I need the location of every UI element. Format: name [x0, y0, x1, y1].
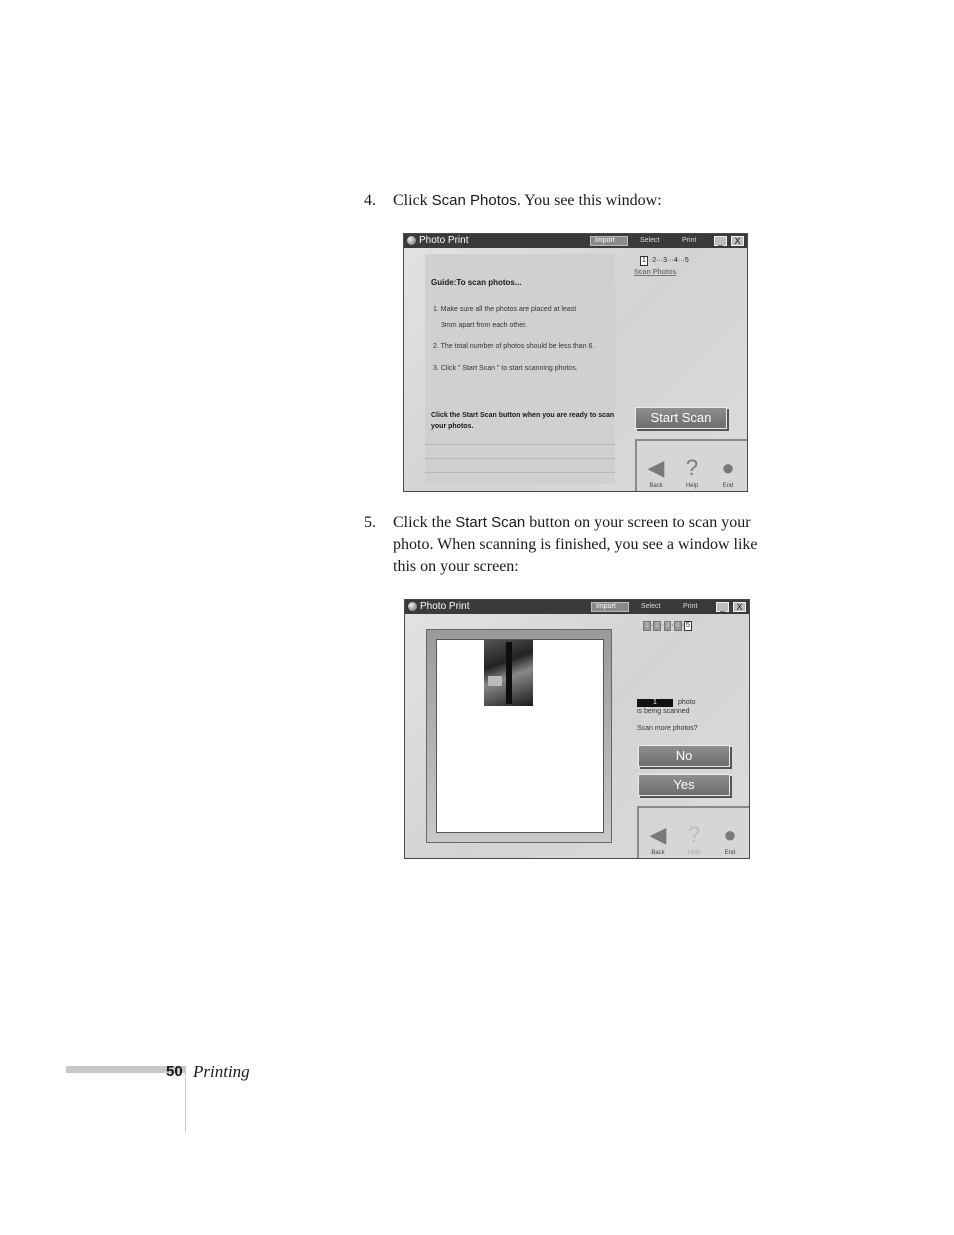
- scan-status: is being scanned: [637, 708, 690, 715]
- guide-panel: [425, 254, 615, 484]
- step-box-current: 5: [686, 622, 690, 629]
- help-question-icon: ?: [687, 822, 701, 847]
- tab-import[interactable]: Import: [591, 602, 629, 612]
- minimize-button[interactable]: _: [716, 602, 729, 612]
- guide-item: 2. The total number of photos should be less than 6.: [433, 343, 595, 350]
- help-button[interactable]: ? Help: [679, 823, 709, 856]
- step-box: 1: [645, 622, 649, 629]
- back-arrow-icon: ◀: [649, 822, 667, 847]
- photo-content: [506, 642, 512, 704]
- scan-more-question: Scan more photos?: [637, 725, 698, 732]
- scanned-photo-thumbnail[interactable]: [484, 640, 533, 706]
- step-indicator: 1 · 2 · 3 · 4 · 5: [645, 622, 690, 629]
- help-button[interactable]: ? Help: [677, 456, 707, 489]
- window-content: [404, 248, 747, 491]
- scan-count: 1: [637, 699, 673, 707]
- photo-content: [488, 676, 502, 686]
- step-text: Click Scan Photos. You see this window:: [393, 192, 662, 209]
- guide-title: Guide:To scan photos...: [431, 278, 522, 287]
- section-name: Printing: [193, 1062, 250, 1081]
- step-label: 5: [684, 257, 689, 264]
- guide-footer: Click the Start Scan button when you are ready to scan your photos.: [431, 412, 615, 430]
- title-bar: [404, 234, 747, 248]
- footer-vertical-rule: [185, 1066, 186, 1132]
- count-suffix: photo: [678, 699, 696, 706]
- app-icon: [408, 602, 417, 611]
- step-label: 3: [663, 257, 667, 264]
- end-pin-icon: ●: [721, 455, 735, 480]
- step-box: 3: [665, 622, 670, 629]
- step-box-current: 1: [642, 257, 646, 264]
- ui-term: Start Scan: [455, 514, 526, 531]
- end-button[interactable]: ● End: [713, 456, 743, 489]
- minimize-button[interactable]: _: [714, 236, 727, 246]
- divider: [425, 458, 615, 459]
- photo-print-window-guide: [403, 233, 748, 492]
- tab-print[interactable]: Print: [683, 603, 698, 610]
- help-question-icon: ?: [685, 455, 699, 480]
- step-indicator: 1 ·2···3···4···5: [642, 257, 689, 264]
- step-number: 5.: [364, 514, 376, 531]
- end-pin-icon: ●: [723, 822, 737, 847]
- guide-item: 3. Click " Start Scan " to start scanning photos.: [433, 365, 578, 372]
- step-box: 4: [675, 622, 680, 629]
- step-label: 2: [652, 257, 657, 264]
- back-button[interactable]: ◀ Back: [643, 823, 673, 856]
- tab-import[interactable]: Import: [590, 236, 628, 246]
- step-label: 4: [674, 257, 678, 264]
- back-arrow-icon: ◀: [647, 455, 665, 480]
- page-number: 50: [166, 1063, 183, 1080]
- title-bar: [405, 600, 749, 614]
- ui-term: Scan Photos: [431, 192, 517, 209]
- window-title: Photo Print: [420, 601, 470, 612]
- scan-preview-frame: [426, 629, 612, 843]
- divider: [425, 444, 615, 445]
- yes-button[interactable]: Yes: [638, 774, 730, 796]
- tab-print[interactable]: Print: [682, 237, 697, 244]
- scan-photos-link[interactable]: Scan Photos: [634, 269, 677, 276]
- photo-print-window-scanning: [404, 599, 750, 859]
- step-text: Click the Start Scan button on your screen to scan your photo. When scanning is finished, you see a window like this on your screen:: [393, 514, 758, 575]
- close-button[interactable]: X: [733, 602, 746, 612]
- close-button[interactable]: X: [731, 236, 744, 246]
- step-number: 4.: [364, 192, 376, 209]
- tab-select[interactable]: Select: [641, 603, 661, 610]
- step-box: 2: [655, 622, 660, 629]
- tab-select[interactable]: Select: [640, 237, 660, 244]
- nav-panel: [635, 439, 747, 491]
- guide-item: 1. Make sure all the photos are placed at least: [433, 306, 577, 313]
- divider: [425, 472, 615, 473]
- guide-item: 3mm apart from each other.: [441, 322, 527, 329]
- start-scan-button[interactable]: Start Scan: [635, 407, 727, 429]
- no-button[interactable]: No: [638, 745, 730, 767]
- end-button[interactable]: ● End: [715, 823, 745, 856]
- scan-preview-area: [436, 639, 604, 833]
- window-title: Photo Print: [419, 235, 469, 246]
- window-content: [405, 614, 749, 858]
- nav-panel: [637, 806, 749, 858]
- app-icon: [407, 236, 416, 245]
- back-button[interactable]: ◀ Back: [641, 456, 671, 489]
